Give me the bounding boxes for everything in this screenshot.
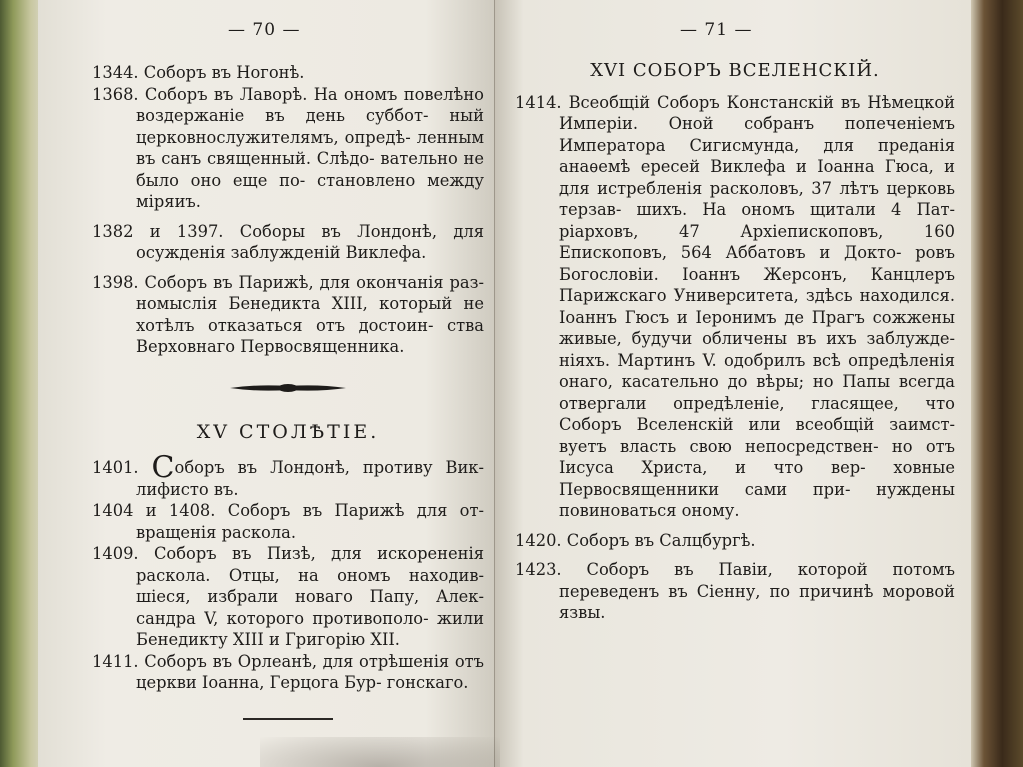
entry-text: 1420. Соборъ въ Салцбургѣ. [515, 530, 756, 550]
entry-text: 1414. Всеобщій Соборъ Констанскій въ Нѣмецкой Имперіи. Оной собранъ попеченіемъ Императора Сигисмунда, для преданія анаѳемѣ ересей Виклефа и Іоанна Гюса, и для истребленія расколовъ, 37 лѣтъ церковь терзав- шихъ. На ономъ щитали 4 Пат- ріарховъ, 47 Архіепископовъ, 160 Епископовъ, 564 Аббатовъ и Докто- ровъ Богословіи. Іоаннъ Жерсонъ, Канцлеръ Парижскаго Университета, здѣсь находился. Іоаннъ Гюсъ и Іеронимъ де Прагъ сожжены живые, будучи обличены въ ихъ заблужде- ніяхъ. Мартинъ V. одобрилъ всѣ опредѣленія онаго, касательно до вѣры; но Папы всегда отвергали опредѣленіе, гласящее, что Соборъ Вселенскій или всеобщій заимст- вуетъ власть свою непосредствен- но отъ Іисуса Христа, и что вер- ховные Первосвященники сами при- нуждены повиноваться оному. [515, 92, 955, 520]
entry-1411 [92, 651, 484, 694]
page-number: — 70 — [228, 20, 301, 40]
right-page [495, 0, 973, 767]
entry-1423 [515, 559, 955, 624]
entry-text: 1398. Соборъ въ Парижѣ, для окончанія раз- номыслія Бенедикта XIII, который не хотѣлъ отказаться отъ достоин- ства Верховнаго Первосвященника. [92, 272, 484, 356]
book-cover-right-edge [971, 0, 1023, 767]
page-number: — 71 — [680, 20, 753, 40]
left-page-text [92, 62, 484, 720]
section-heading: XV СТОЛѢТІЕ. [196, 420, 380, 443]
right-page-text [515, 60, 955, 624]
entry-text: 1382 и 1397. Соборы въ Лондонѣ, для осужденія заблужденій Виклефа. [92, 221, 484, 262]
left-page [38, 0, 495, 767]
entry-text: 1411. Соборъ въ Орлеанѣ, для отрѣшенія отъ церкви Іоанна, Герцога Бур- гонскаго. [92, 651, 484, 692]
hand-shadow [260, 737, 500, 767]
end-rule [243, 718, 333, 720]
entry-1398 [92, 272, 484, 358]
entry-1382 [92, 221, 484, 264]
entry-text: 1368. Соборъ въ Лаворѣ. На ономъ повелѣно воздержаніе въ день суббот- ный церковнослужителямъ, опредѣ- ленным въ санъ священный. Слѣдо- вательно не было оно еще по- становлено между міряиъ. [92, 84, 484, 211]
entry-1409 [92, 543, 484, 651]
section-heading: XVI СОБОРЪ ВСЕЛЕНСКІЙ. [590, 60, 880, 81]
entry-1401 [92, 450, 484, 500]
entry-1420 [515, 530, 955, 552]
drop-cap: С [151, 450, 175, 485]
entry-year: 1401. [92, 458, 139, 477]
entry-1404 [92, 500, 484, 543]
entry-1344 [92, 62, 484, 84]
entry-text: 1423. Соборъ въ Павіи, которой потомъ переведенъ въ Сіенну, по причинѣ моровой язвы. [515, 560, 955, 622]
entry-text: 1404 и 1408. Соборъ въ Парижѣ для от- вращенія раскола. [92, 501, 484, 542]
entry-1368 [92, 84, 484, 213]
entry-text: оборъ въ Лондонѣ, противу Вик- лифисто въ. [136, 458, 484, 499]
ornamental-divider [92, 378, 484, 398]
ornament-icon [228, 381, 348, 395]
entry-text: 1344. Соборъ въ Ногонѣ. [92, 63, 305, 82]
entry-1414 [515, 92, 955, 522]
entry-text: 1409. Соборъ въ Пизѣ, для искорененія раскола. Отцы, на ономъ находив- шіеся, избрали новаго Папу, Алек- сандра V, которого противополо- жили Бенедикту XIII и Григорію XII. [92, 544, 484, 649]
